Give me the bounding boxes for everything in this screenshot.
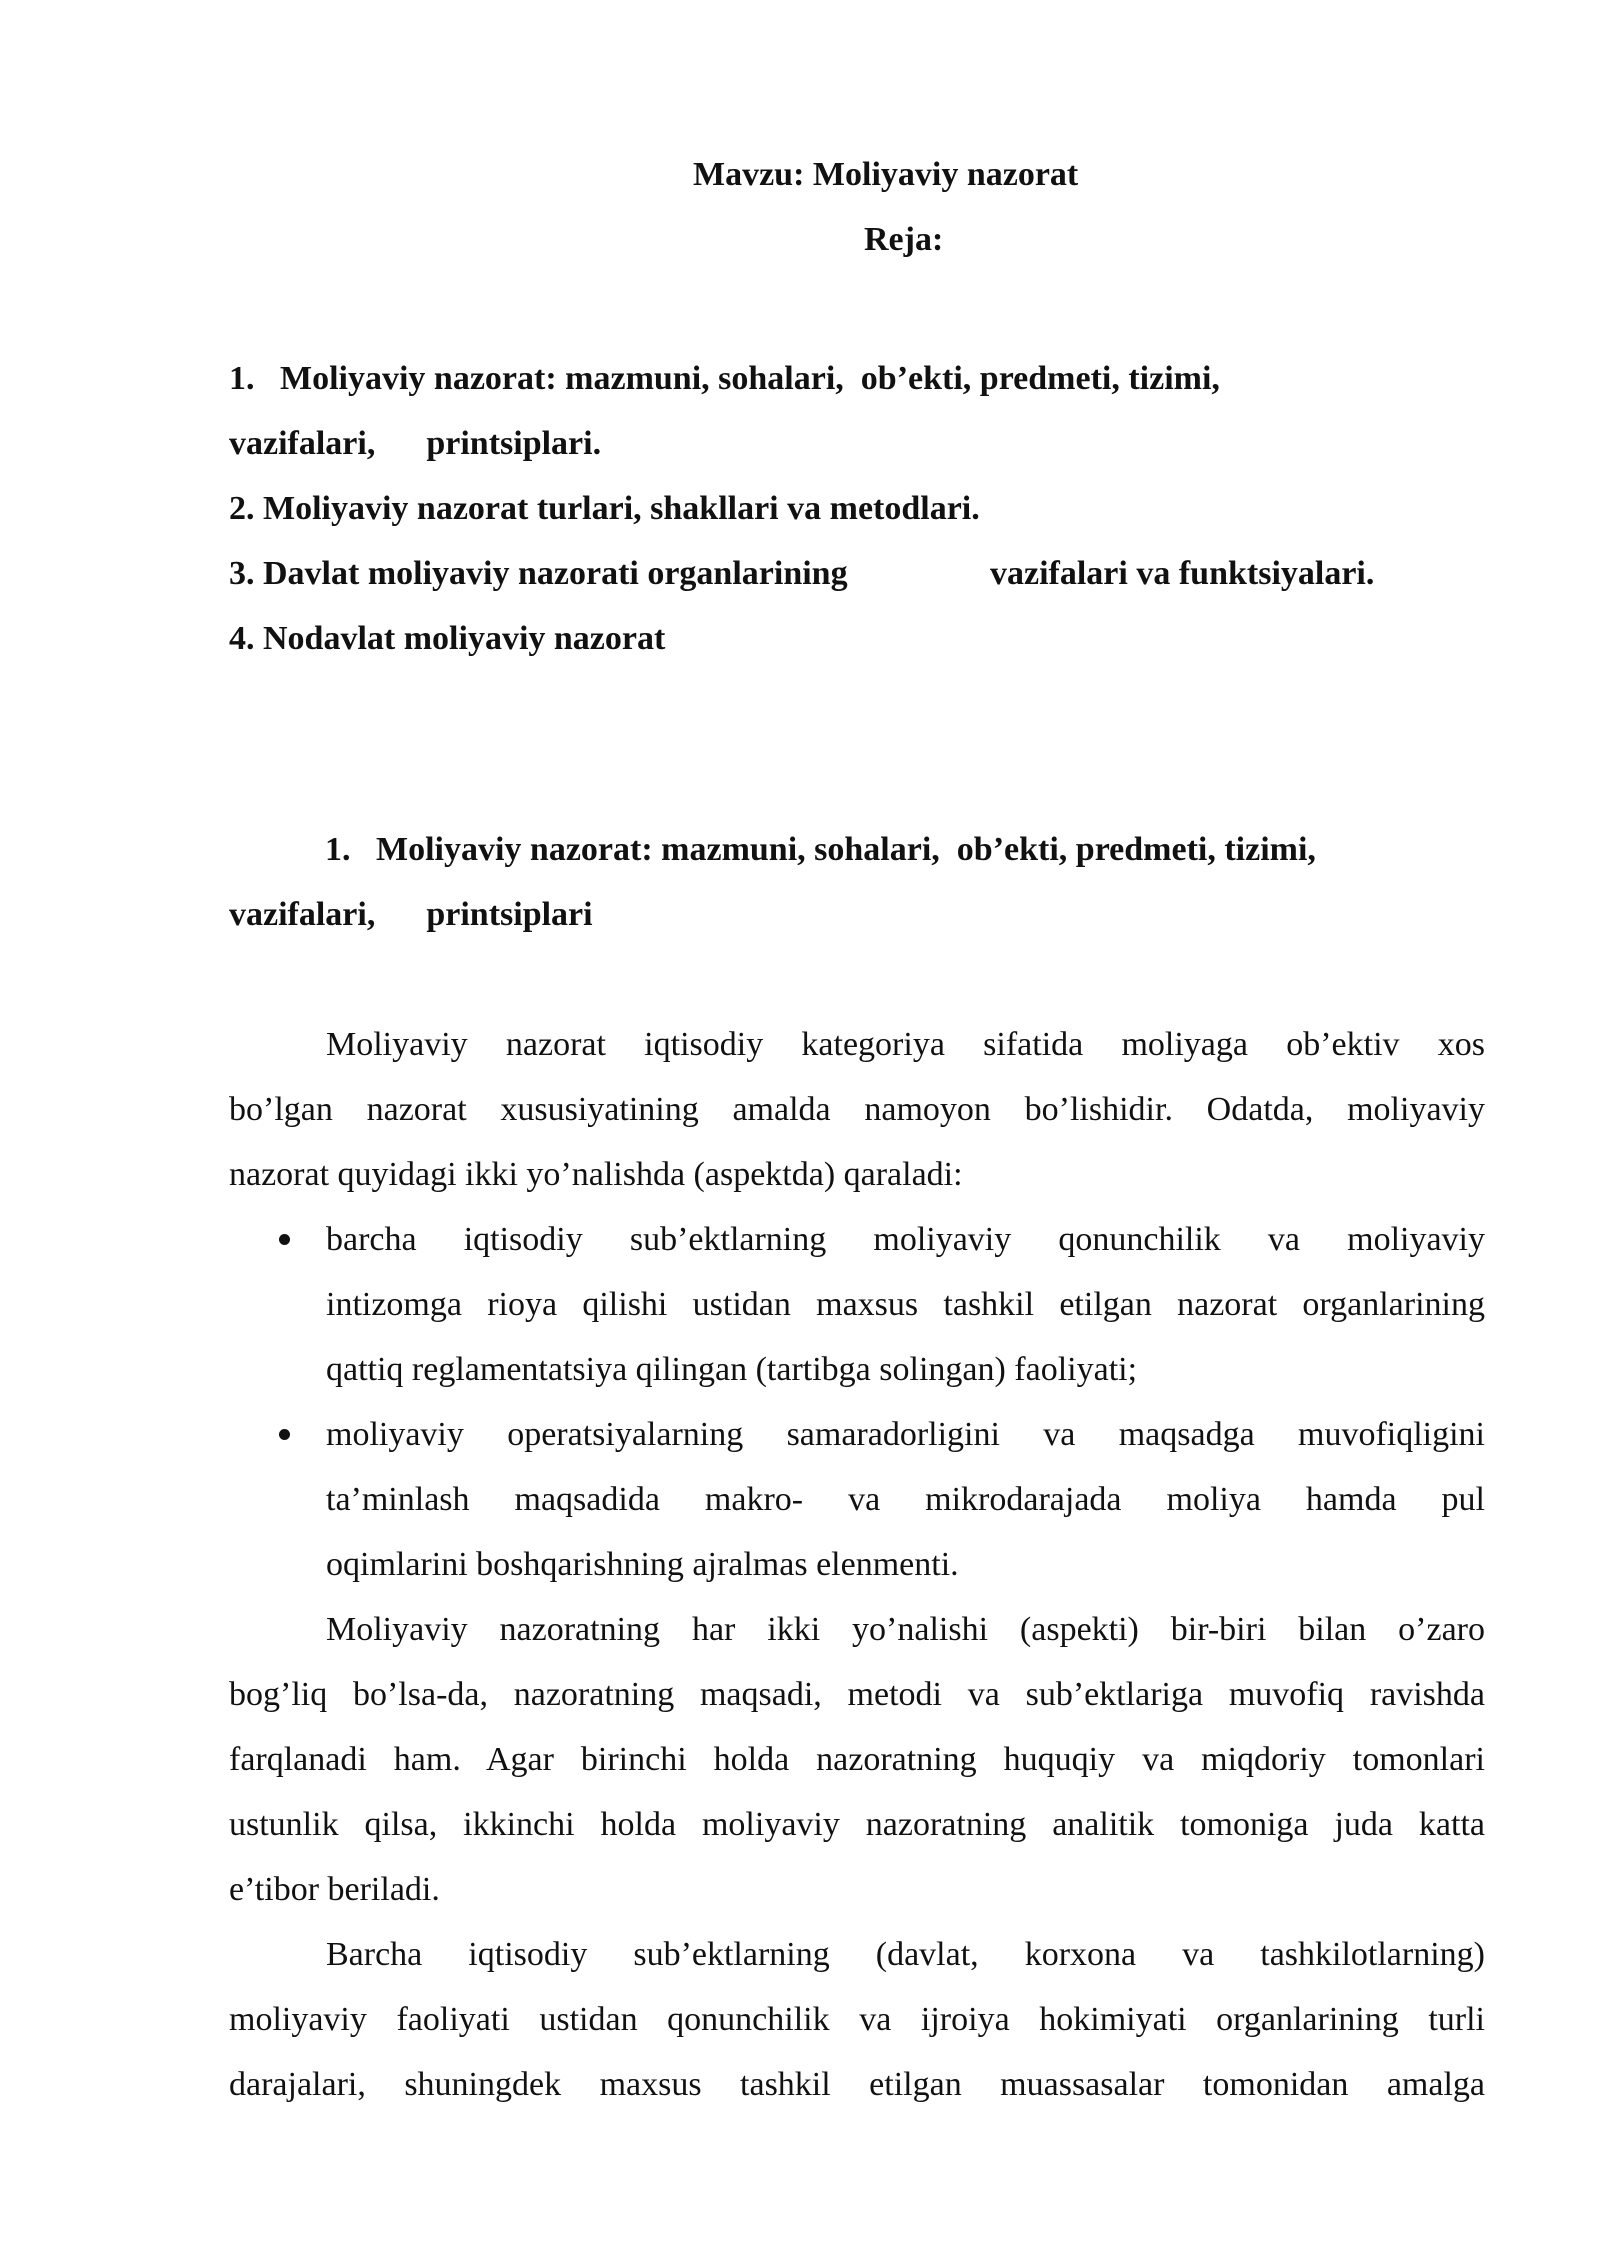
list-item-line: qattiq reglamentatsiya qilingan (tartibga solingan) faoliyati; <box>326 1351 1138 1388</box>
paragraph-line: bog’liq bo’lsa-da, nazoratning maqsadi, metodi va sub’ektlariga muvofiq ravishda <box>229 1676 1485 1713</box>
plan-heading: Reja: <box>864 221 944 258</box>
section-heading-cont: vazifalari, printsiplari <box>229 896 593 933</box>
plan-item-1: 1. Moliyaviy nazorat: mazmuni, sohalari, ob’ekti, predmeti, tizimi, <box>229 360 1220 397</box>
list-item-line: ta’minlash maqsadida makro- va mikrodarajada moliya hamda pul <box>326 1481 1485 1518</box>
list-item-line: moliyaviy operatsiyalarning samaradorligini va maqsadga muvofiqligini <box>326 1416 1485 1453</box>
paragraph-line: bo’lgan nazorat xususiyatining amalda namoyon bo’lishidir. Odatda, moliyaviy <box>229 1091 1485 1128</box>
bullet-icon <box>279 1429 290 1440</box>
plan-item-2: 2. Moliyaviy nazorat turlari, shakllari va metodlari. <box>229 490 980 527</box>
paragraph-line: Moliyaviy nazoratning har ikki yo’nalishi (aspekti) bir-biri bilan o’zaro <box>326 1611 1485 1648</box>
plan-item-4: 4. Nodavlat moliyaviy nazorat <box>229 620 666 657</box>
paragraph-line: Moliyaviy nazorat iqtisodiy kategoriya sifatida moliyaga ob’ektiv xos <box>326 1026 1485 1063</box>
paragraph-line: e’tibor beriladi. <box>229 1871 440 1908</box>
paragraph-line: darajalari, shuningdek maxsus tashkil etilgan muassasalar tomonidan amalga <box>229 2066 1485 2103</box>
list-item-line: intizomga rioya qilishi ustidan maxsus tashkil etilgan nazorat organlarining <box>326 1286 1485 1323</box>
paragraph-line: ustunlik qilsa, ikkinchi holda moliyaviy nazoratning analitik tomoniga juda katta <box>229 1806 1485 1843</box>
section-heading: 1. Moliyaviy nazorat: mazmuni, sohalari, ob’ekti, predmeti, tizimi, <box>325 831 1316 868</box>
paragraph-line: farqlanadi ham. Agar birinchi holda nazoratning huquqiy va miqdoriy tomonlari <box>229 1741 1485 1778</box>
paragraph-line: nazorat quyidagi ikki yo’nalishda (aspektda) qaraladi: <box>229 1156 963 1193</box>
list-item-line: barcha iqtisodiy sub’ektlarning moliyaviy qonunchilik va moliyaviy <box>326 1221 1485 1258</box>
plan-item-1-cont: vazifalari, printsiplari. <box>229 425 602 462</box>
plan-item-3: 3. Davlat moliyaviy nazorati organlarining <box>229 555 848 592</box>
paragraph-line: Barcha iqtisodiy sub’ektlarning (davlat, korxona va tashkilotlarning) <box>326 1936 1485 1973</box>
bullet-icon <box>279 1234 290 1245</box>
plan-item-3-cont: vazifalari va funktsiyalari. <box>990 555 1375 592</box>
paragraph-line: moliyaviy faoliyati ustidan qonunchilik va ijroiya hokimiyati organlarining turli <box>229 2001 1485 2038</box>
document-title: Mavzu: Moliyaviy nazorat <box>693 156 1079 193</box>
list-item-line: oqimlarini boshqarishning ajralmas elenmenti. <box>326 1546 959 1583</box>
